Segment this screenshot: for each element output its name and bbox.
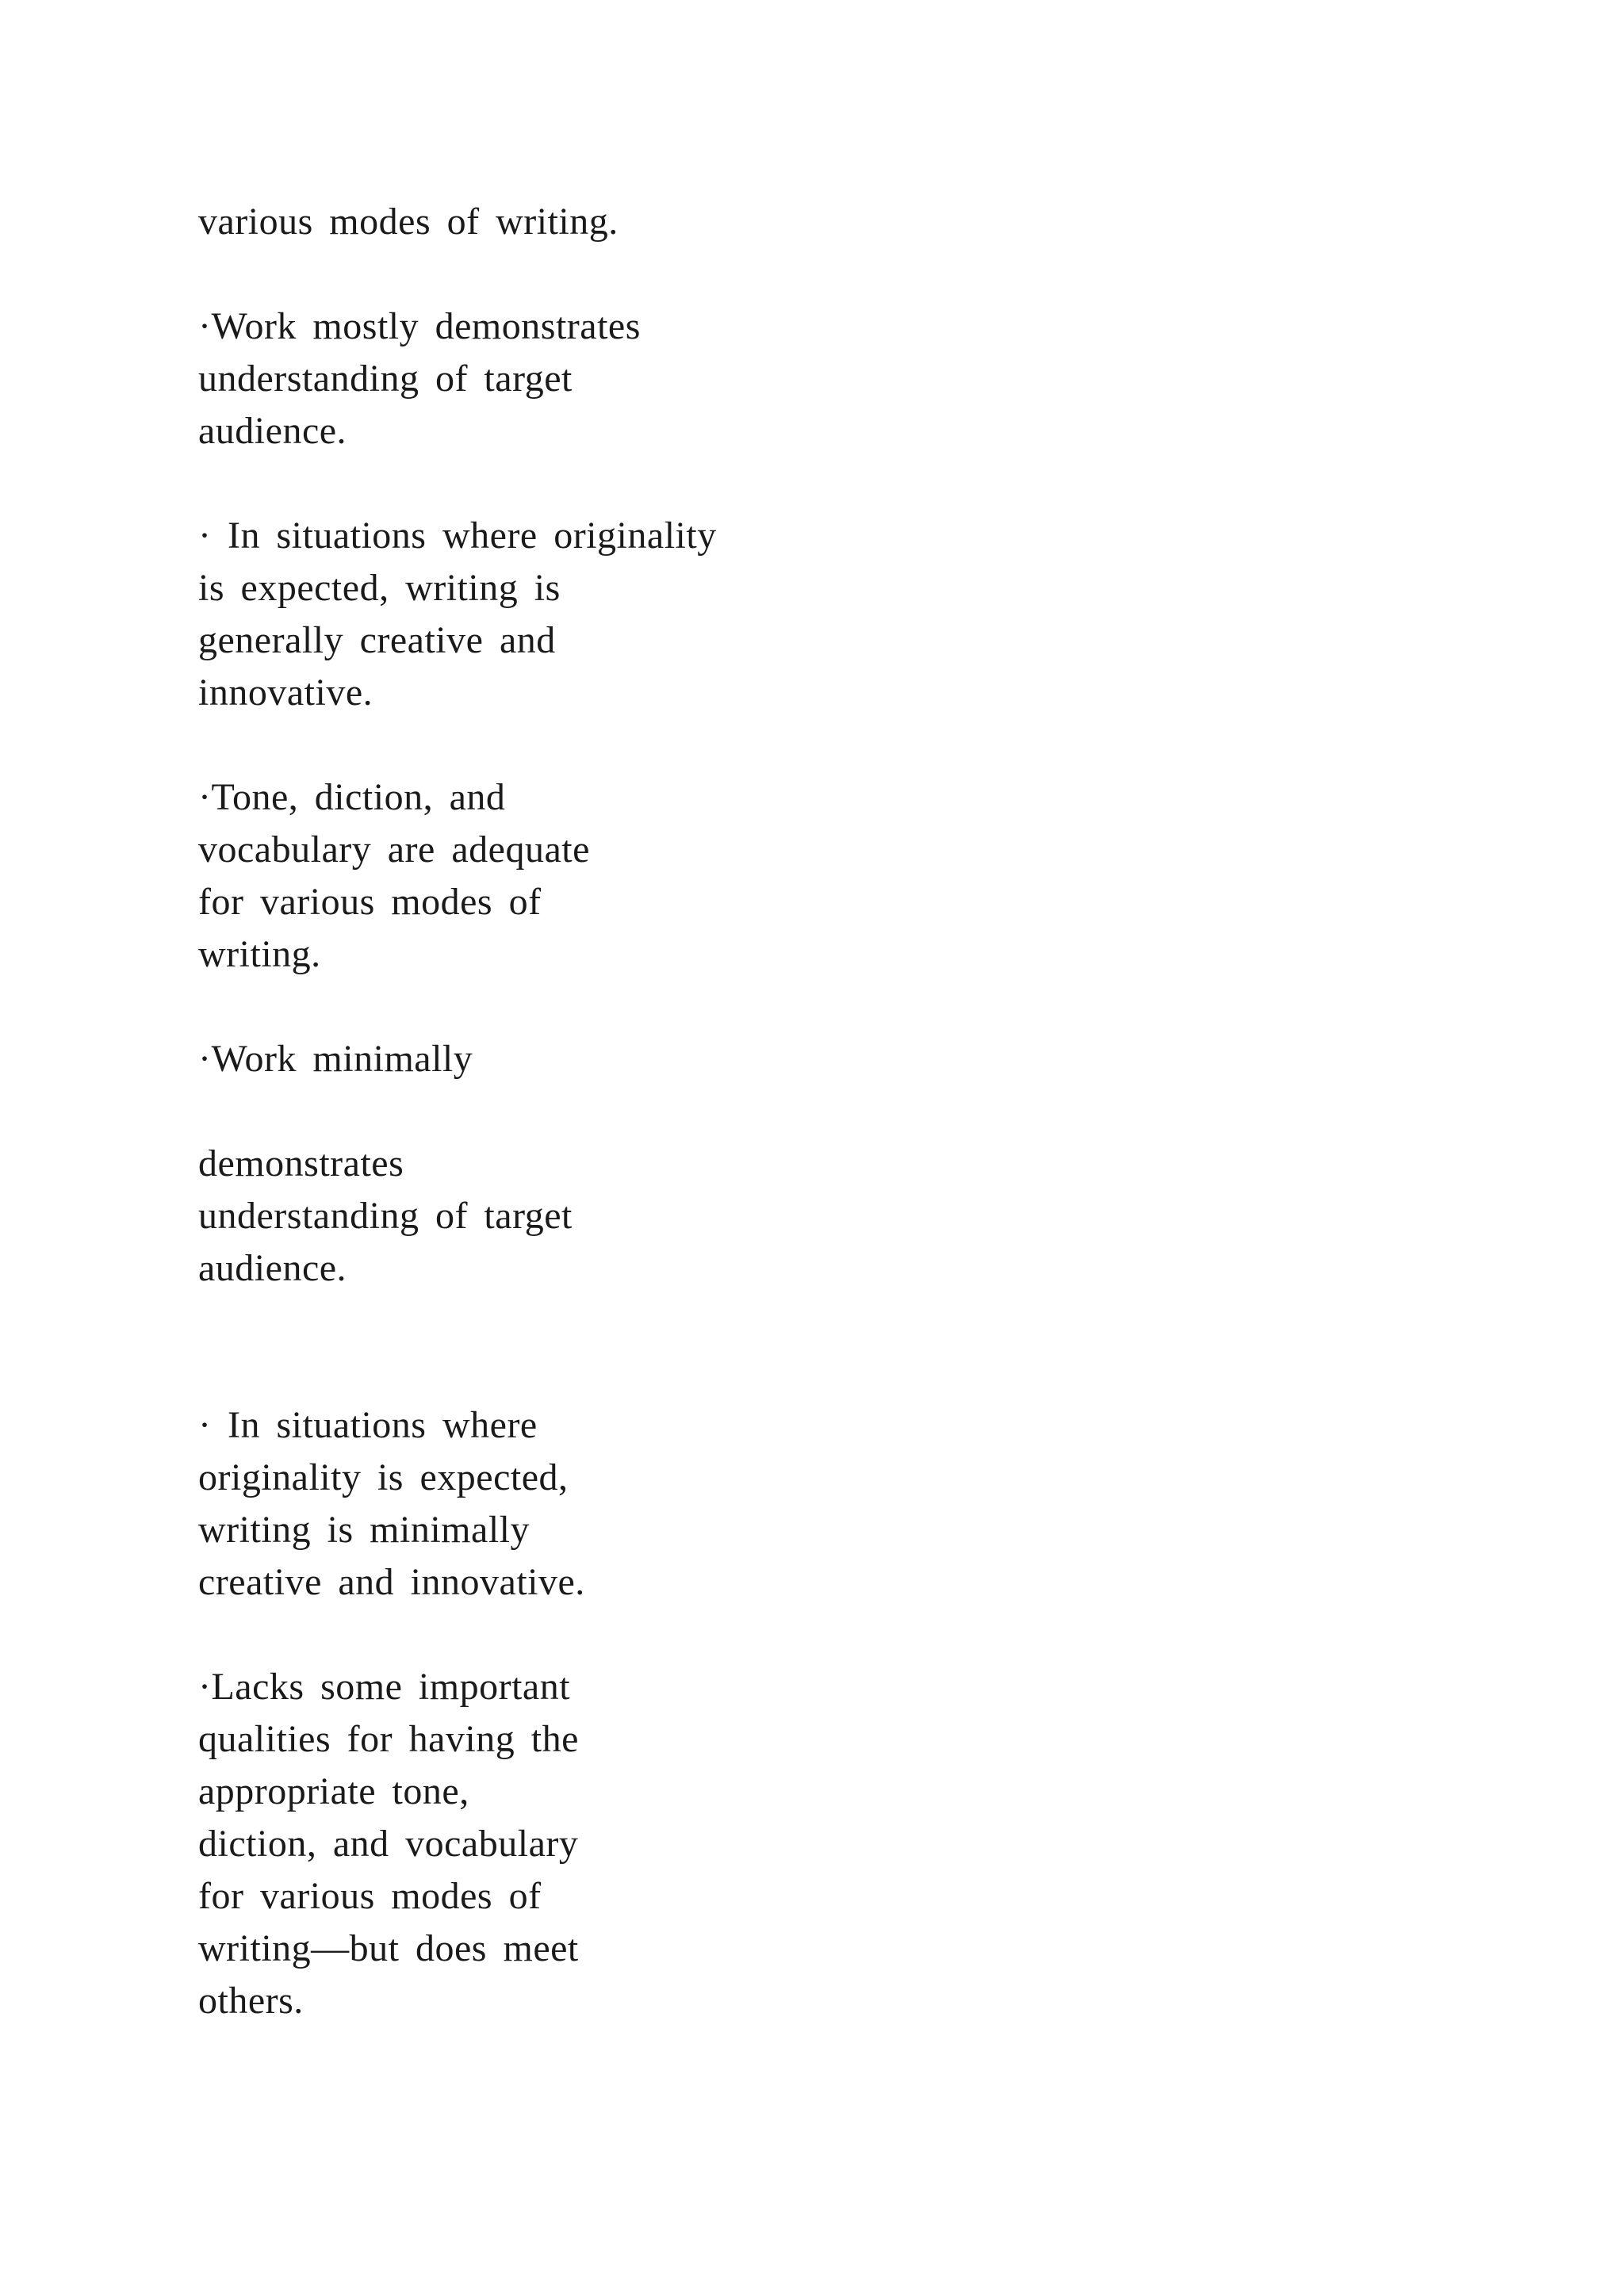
text-line: ·Work mostly demonstrates	[198, 305, 641, 347]
text-line: · In situations where originality	[198, 515, 717, 557]
text-line: innovative.	[198, 672, 373, 714]
text-line: for various modes of	[198, 1875, 542, 1917]
text-line: ·Lacks some important	[198, 1666, 571, 1708]
text-line: qualities for having the	[198, 1718, 579, 1760]
text-line: ·Work minimally	[198, 1038, 473, 1080]
text-line: ·Tone, diction, and	[198, 776, 506, 818]
text-line: generally creative and	[198, 619, 556, 661]
text-line: others.	[198, 1980, 304, 2022]
text-line: appropriate tone,	[198, 1770, 469, 1812]
text-line: for various modes of	[198, 881, 542, 923]
text-line: is expected, writing is	[198, 567, 561, 609]
text-line: understanding of target	[198, 358, 573, 400]
text-line: understanding of target	[198, 1195, 573, 1237]
text-line: diction, and vocabulary	[198, 1823, 579, 1865]
text-line: various modes of writing.	[198, 201, 619, 243]
text-line: audience.	[198, 410, 347, 452]
text-line: originality is expected,	[198, 1456, 569, 1498]
text-line: writing is minimally	[198, 1509, 530, 1551]
text-line: audience.	[198, 1247, 347, 1289]
text-line: · In situations where	[198, 1404, 538, 1446]
text-line: creative and innovative.	[198, 1561, 585, 1603]
text-line: demonstrates	[198, 1142, 404, 1184]
text-line: writing—but does meet	[198, 1927, 579, 1969]
text-line: writing.	[198, 933, 321, 975]
text-line: vocabulary are adequate	[198, 828, 590, 871]
